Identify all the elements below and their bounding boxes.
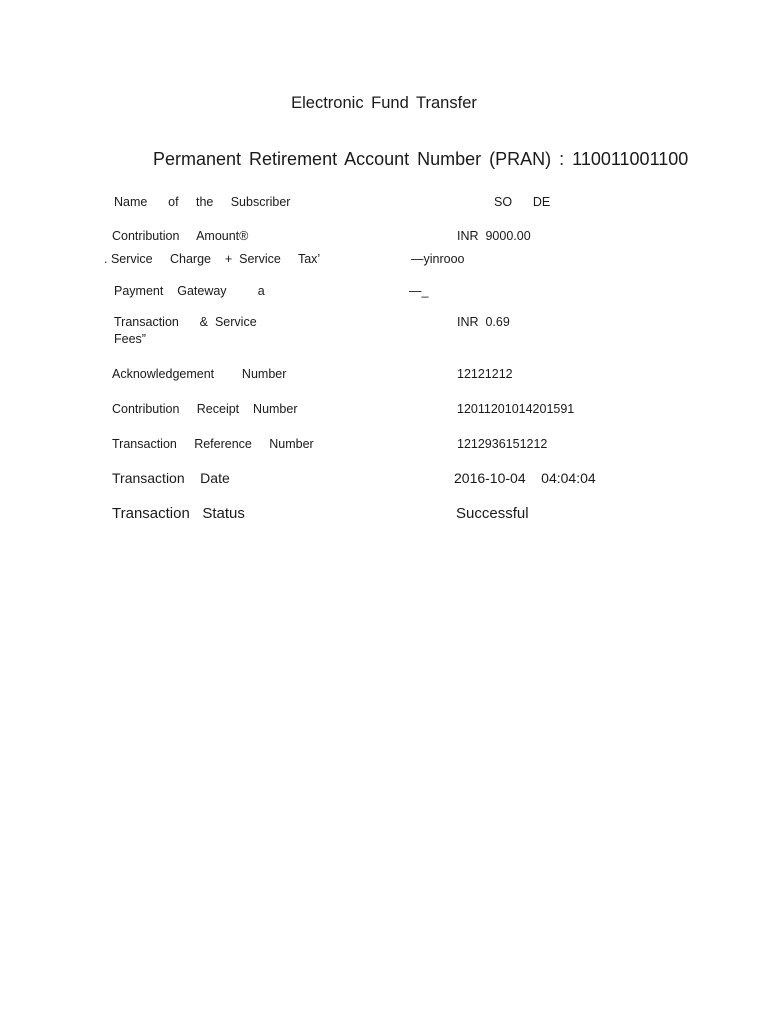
row-value-acknowledgement-number: 12121212 — [457, 367, 513, 381]
row-value-transaction-date: 2016-10-04 04:04:04 — [454, 470, 596, 486]
row-label-transaction-date: Transaction Date — [112, 470, 230, 486]
row-value-reference-number: 1212936151212 — [457, 437, 548, 451]
row-label-reference-number: Transaction Reference Number — [112, 437, 314, 451]
row-label-acknowledgement-number: Acknowledgement Number — [112, 367, 287, 381]
row-label-transaction-status: Transaction Status — [112, 505, 245, 522]
row-label-contribution-amount: Contribution Amount® — [112, 229, 249, 243]
document-title: Electronic Fund Transfer — [291, 94, 477, 112]
row-value-payment-gateway: —_ — [409, 284, 429, 298]
row-value-subscriber-name: SO DE — [494, 195, 551, 209]
row-value-transaction-fees: INR 0.69 — [457, 315, 510, 329]
row-value-contribution-amount: INR 9000.00 — [457, 229, 531, 243]
row-label-transaction-fees: Transaction & Service Fees” — [114, 315, 257, 346]
pran-line: Permanent Retirement Account Number (PRAN) : 110011001100 — [153, 149, 689, 169]
row-value-transaction-status: Successful — [456, 505, 529, 522]
row-label-receipt-number: Contribution Receipt Number — [112, 402, 298, 416]
row-label-service-charge: . Service Charge + Service Tax’ — [104, 252, 321, 266]
row-value-service-charge: —yinrooo — [411, 252, 465, 266]
row-label-subscriber-name: Name of the Subscriber — [114, 195, 291, 209]
row-label-payment-gateway: Payment Gateway a — [114, 284, 265, 298]
row-value-receipt-number: 12011201014201591 — [457, 402, 575, 416]
